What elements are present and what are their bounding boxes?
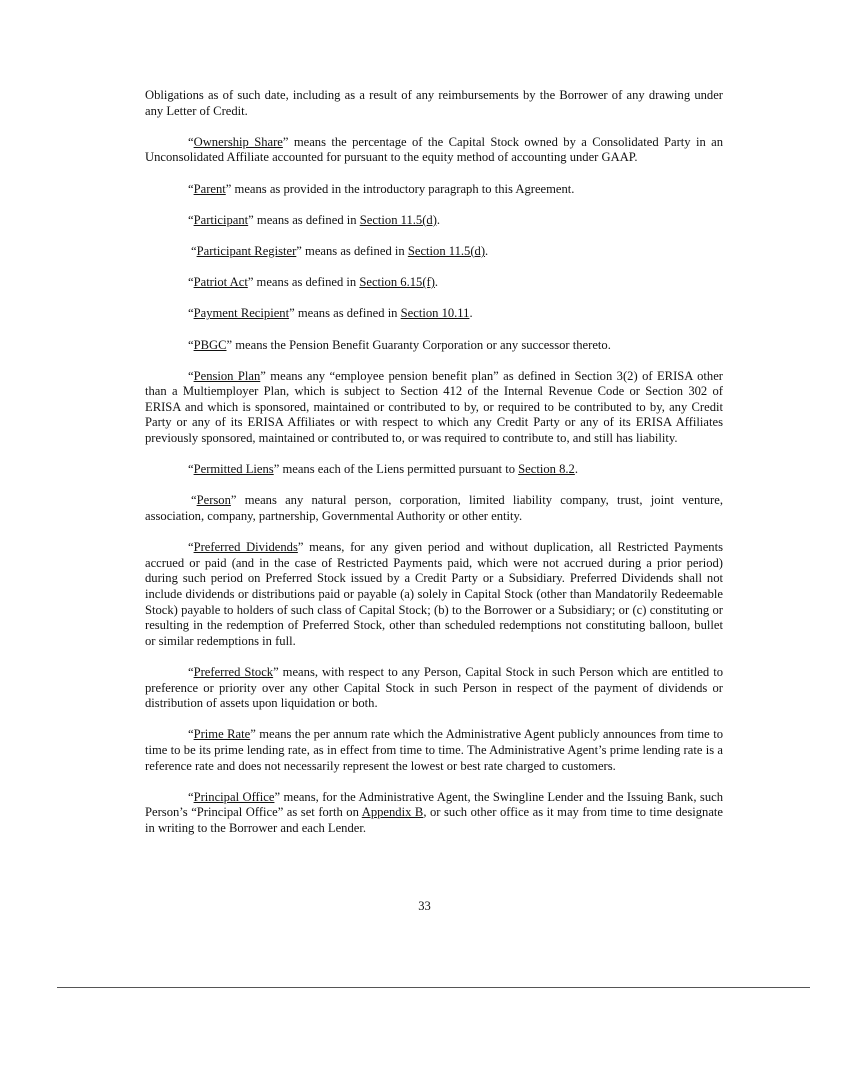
defined-term: Person <box>196 493 231 508</box>
paragraph-text: Obligations as of such date, including as a result of any reimbursements by the Borrower of any drawing under any Letter of Credit. <box>145 88 723 118</box>
definition-text: ” means the percentage of the Capital Stock owned by a Consolidated Party in an Unconsolidated Affiliate accounted for pursuant to the equity method of accounting under GAAP. <box>145 134 723 165</box>
definition-end: . <box>574 462 578 477</box>
paragraph-obligations-continued <box>145 88 723 119</box>
definition-text: ” means as defined in <box>248 212 360 227</box>
section-reference: Section 10.11 <box>400 306 470 321</box>
definition-text: ” means as provided in the introductory paragraph to this Agreement. <box>225 181 575 196</box>
definition-patriot-act <box>145 275 723 291</box>
defined-term: Participant Register <box>196 243 297 258</box>
defined-term: Prime Rate <box>193 727 251 742</box>
definition-end: . <box>485 243 489 258</box>
open-quote: “ <box>188 462 194 477</box>
definition-end: . <box>469 306 473 321</box>
defined-term: Patriot Act <box>193 275 248 290</box>
definition-pbgc <box>145 338 723 354</box>
definition-text: ” means each of the Liens permitted pursuant to <box>273 462 519 477</box>
definition-text: ” means as defined in <box>289 306 401 321</box>
open-quote: “ <box>188 540 194 555</box>
definition-preferred-dividends <box>145 540 723 649</box>
defined-term: Preferred Stock <box>193 664 274 679</box>
defined-term: Participant <box>193 212 249 227</box>
definition-person <box>145 493 723 524</box>
definition-participant <box>145 213 723 229</box>
open-quote: “ <box>188 368 194 383</box>
section-reference: Section 11.5(d) <box>359 212 437 227</box>
open-quote: “ <box>188 306 194 321</box>
section-reference: Section 11.5(d) <box>407 243 486 258</box>
open-quote: “ <box>188 337 194 352</box>
definition-text: ” means any “employee pension benefit plan” as defined in Section 3(2) of ERISA other than a Multiemployer Plan, which is subject to Section 412 of the Internal Revenue Code or Section 302 of ERISA and which is sponsored, maintained or contributed to by, or required to be contributed to by, any Credit Party or any of its ERISA Affiliates or with respect to which any Credit Party or any of its ERISA Affiliates previously sponsored, maintained or contributed to, or was required to contribute to, and still has liability. <box>145 368 723 446</box>
definition-end: . <box>434 275 439 290</box>
definition-text: ” means as defined in <box>296 243 408 258</box>
defined-term: Parent <box>193 181 226 196</box>
definition-text: ” means, for the Administrative Agent, the Swingline Lender and the Issuing Bank, such Person’s “Principal Office” as set forth on <box>145 789 723 820</box>
open-quote: “ <box>188 664 194 679</box>
definition-ownership-share <box>145 135 723 166</box>
definition-preferred-stock <box>145 665 723 712</box>
definition-participant-register <box>145 244 723 260</box>
definition-pension-plan <box>145 369 723 447</box>
definition-permitted-liens <box>145 462 723 478</box>
open-quote: “ <box>188 789 194 804</box>
definition-payment-recipient <box>145 306 723 322</box>
page-number: 33 <box>418 899 431 913</box>
defined-term: Ownership Share <box>193 134 283 149</box>
open-quote: “ <box>188 181 194 196</box>
definition-text: ” means, for any given period and without duplication, all Restricted Payments accrued or paid (and in the case of Restricted Payments paid, which were not accrued during a prior period) during such period on Preferred Stock issued by a Credit Party or a Subsidiary. Preferred Dividends shall not include dividends or distributions paid or payable (a) solely in Capital Stock (other than Mandatorily Redeemable Stock) payable to holders of such class of Capital Stock; (b) to the Borrower or a Subsidiary; or (c) constituting or resulting in the redemption of Preferred Stock, other than scheduled redemptions not constituting balloon, bullet or similar redemptions in full. <box>145 540 724 648</box>
open-quote: “ <box>188 727 194 742</box>
defined-term: Principal Office <box>193 789 275 804</box>
definition-principal-office <box>145 790 723 837</box>
defined-term: Preferred Dividends <box>193 540 298 555</box>
appendix-reference: Appendix B <box>361 805 424 820</box>
open-quote: “ <box>188 275 194 290</box>
definition-prime-rate <box>145 727 723 774</box>
definition-text: ” means as defined in <box>247 275 360 290</box>
defined-term: Payment Recipient <box>193 306 290 321</box>
open-quote: “ <box>188 134 194 149</box>
defined-term: PBGC <box>193 337 227 352</box>
open-quote: “ <box>191 493 197 508</box>
definition-text: ” means, with respect to any Person, Capital Stock in such Person which are entitled to preference or priority over any other Capital Stock in such Person in respect of the payment of dividends or distribution of assets upon liquidation or both. <box>145 664 723 711</box>
definition-end: , or such other office as it may from time to time designate in writing to the Borrower and each Lender. <box>145 805 724 835</box>
definition-text: ” means the Pension Benefit Guaranty Corporation or any successor thereto. <box>226 337 611 352</box>
defined-term: Permitted Liens <box>193 462 274 477</box>
open-quote: “ <box>191 243 197 258</box>
footer-divider <box>57 987 810 988</box>
section-reference: Section 6.15(f) <box>359 275 435 290</box>
open-quote: “ <box>188 212 194 227</box>
section-reference: Section 8.2 <box>518 462 575 477</box>
defined-term: Pension Plan <box>193 368 261 383</box>
definition-end: . <box>436 212 441 227</box>
definition-parent <box>145 182 723 198</box>
definition-text: ” means the per annum rate which the Administrative Agent publicly announces from time to time to be its prime lending rate, as in effect from time to time. The Administrative Agent’s prime lending rate is a reference rate and does not necessarily represent the lowest or best rate charged to customers. <box>145 727 723 773</box>
document-body <box>145 88 723 852</box>
definition-text: ” means any natural person, corporation, limited liability company, trust, joint venture, association, company, partnership, Governmental Authority or other entity. <box>145 493 723 524</box>
